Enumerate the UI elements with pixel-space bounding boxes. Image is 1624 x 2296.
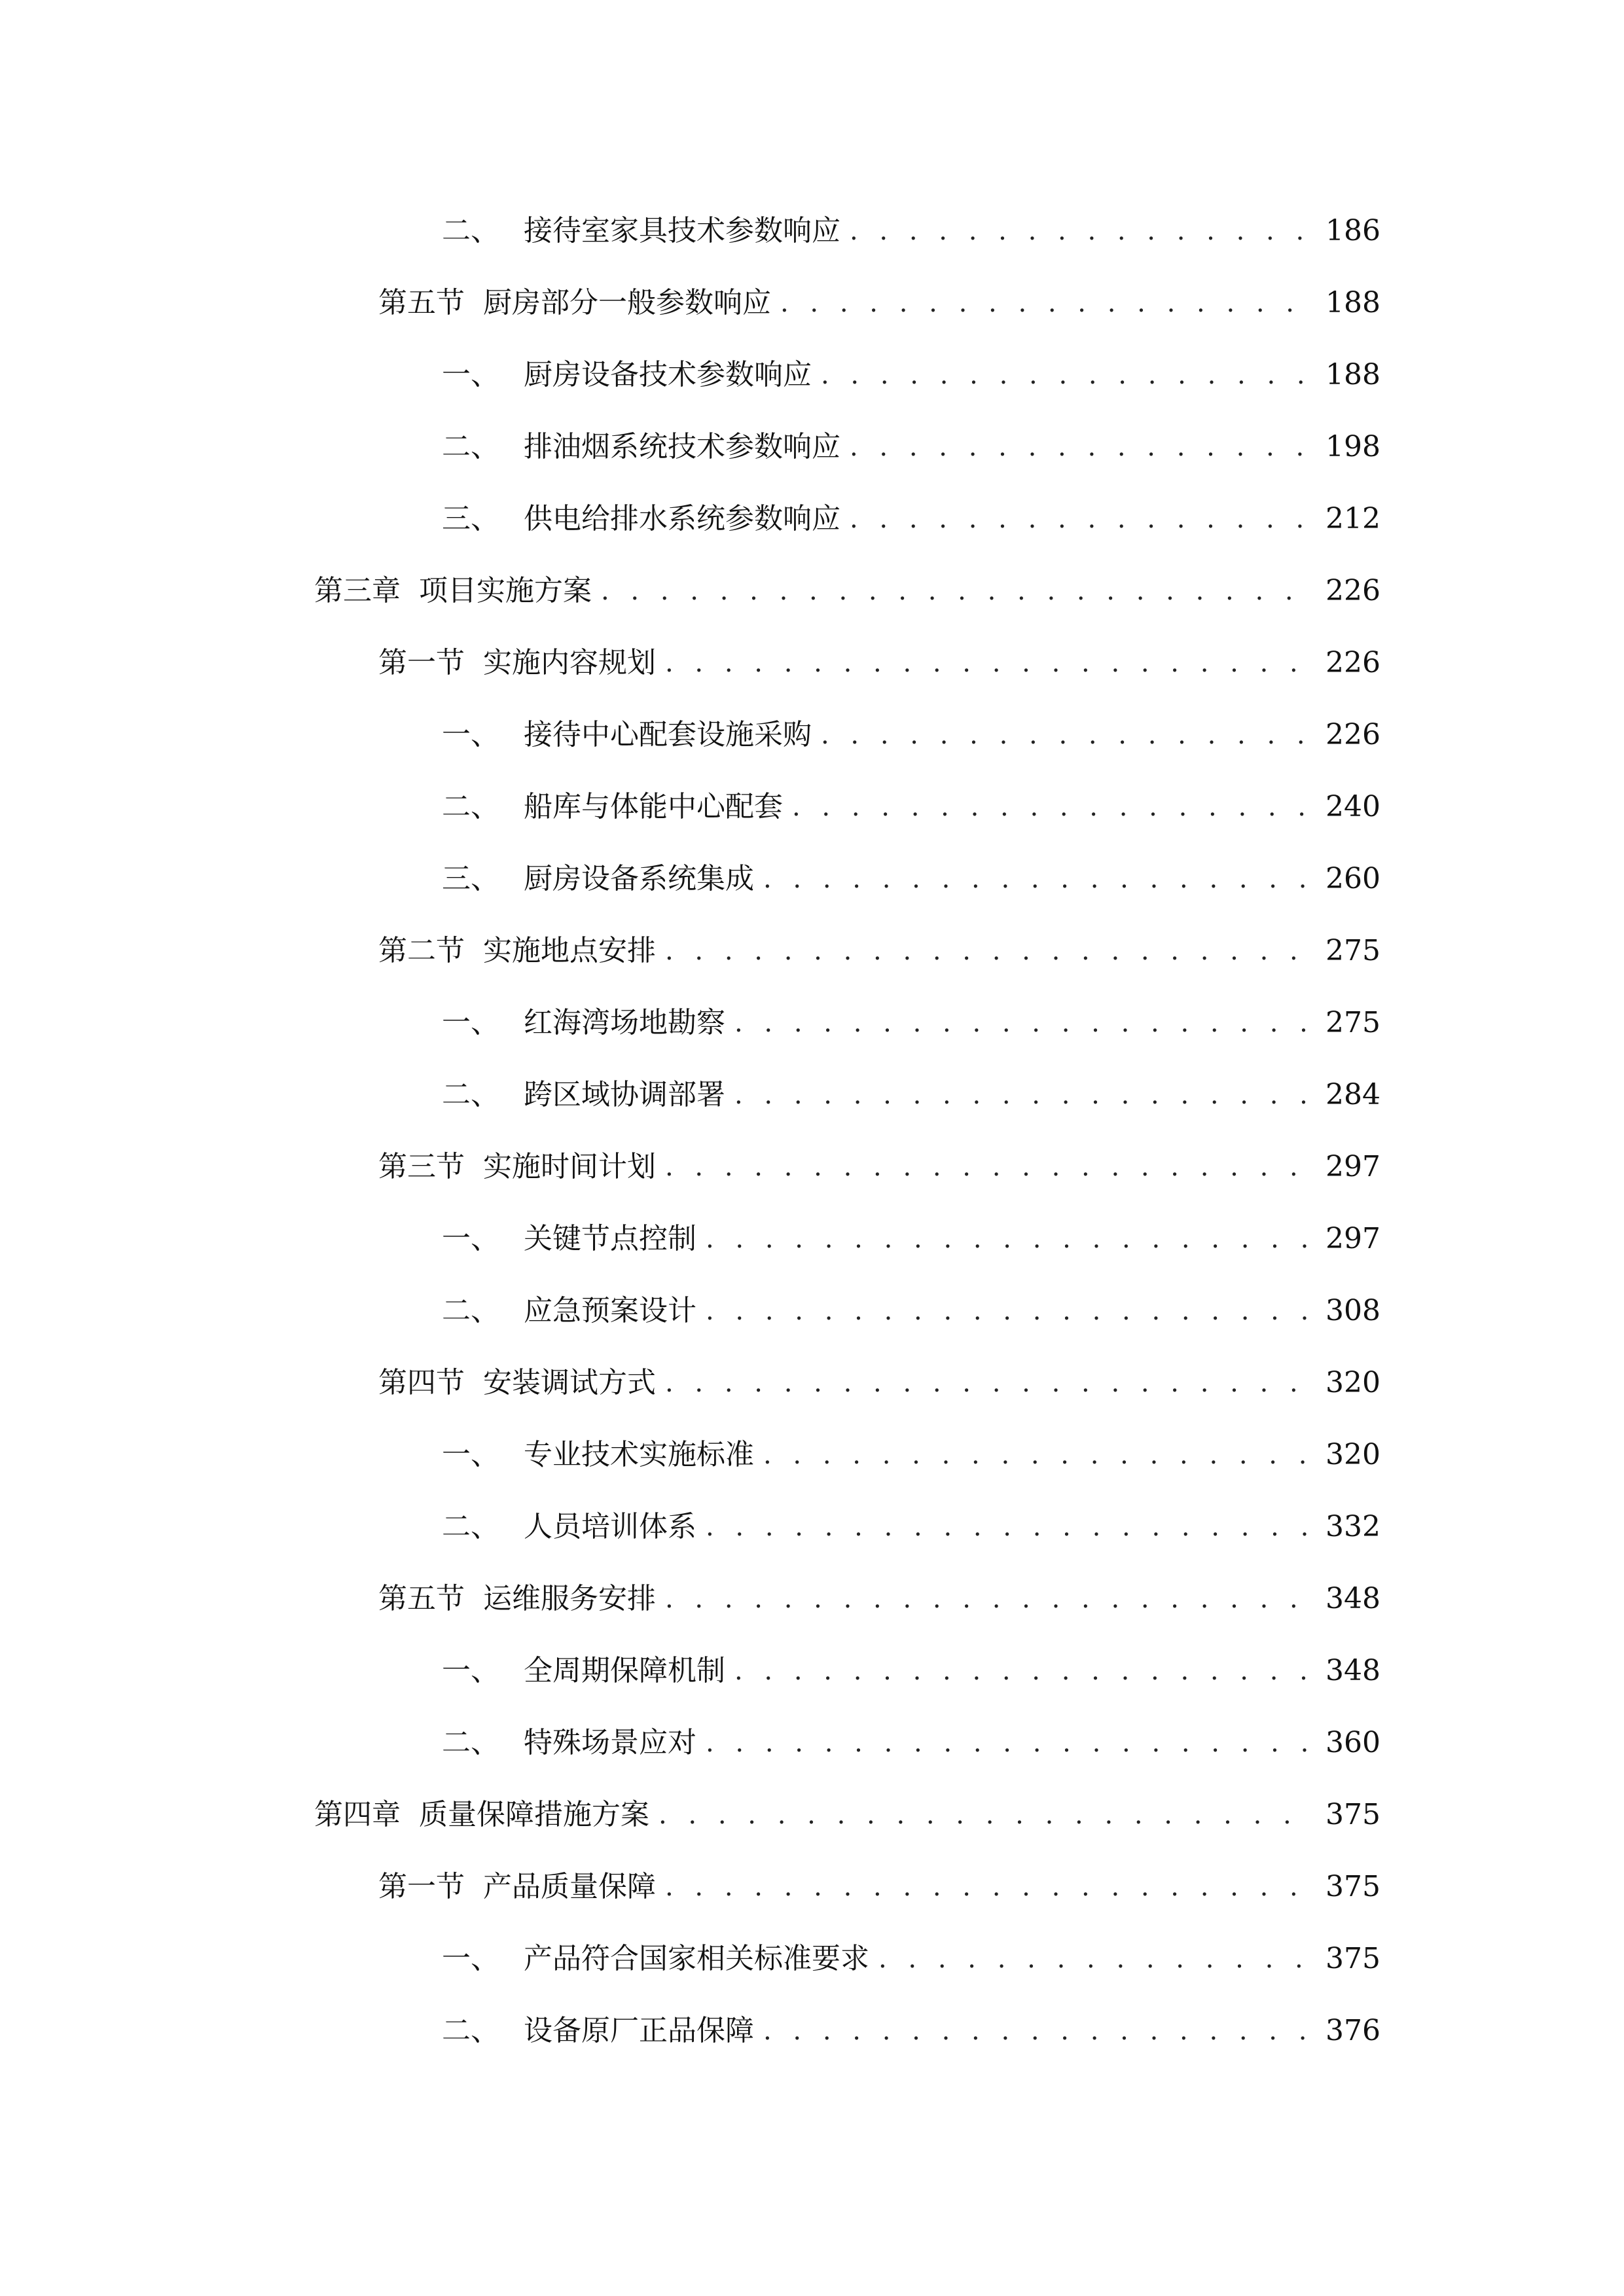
page-number: 212 — [1326, 502, 1380, 535]
entry-number: 第五节 — [378, 286, 465, 319]
dot-leader — [792, 794, 1309, 820]
entry-number: 第一节 — [378, 1870, 465, 1903]
page-number: 332 — [1326, 1510, 1380, 1543]
entry-number: 一、 — [442, 718, 499, 751]
page-number: 186 — [1326, 214, 1380, 247]
dot-leader — [665, 650, 1309, 676]
entry-title: 安装调试方式 — [483, 1366, 656, 1399]
dot-leader — [734, 1010, 1309, 1036]
toc-entry[interactable] — [0, 915, 1624, 987]
page-number: 275 — [1326, 934, 1380, 967]
entry-label — [378, 1366, 656, 1399]
page-number: 260 — [1326, 862, 1380, 895]
entry-label — [442, 1510, 696, 1543]
page-number: 226 — [1326, 574, 1380, 607]
toc-entry[interactable] — [0, 483, 1624, 555]
dot-leader — [878, 1946, 1309, 1972]
entry-number: 第三章 — [314, 574, 401, 607]
entry-label — [442, 1222, 696, 1255]
entry-title: 专业技术实施标准 — [524, 1438, 754, 1471]
entry-label — [442, 1294, 696, 1327]
toc-entry[interactable] — [0, 1131, 1624, 1203]
entry-title: 红海湾场地勘察 — [524, 1006, 725, 1039]
entry-number: 二、 — [442, 790, 499, 823]
toc-entry[interactable] — [0, 699, 1624, 771]
entry-title: 运维服务安排 — [483, 1582, 656, 1615]
entry-number: 二、 — [442, 1078, 499, 1111]
dot-leader — [850, 506, 1309, 532]
page-number: 348 — [1326, 1582, 1380, 1615]
page-number: 375 — [1326, 1942, 1380, 1975]
entry-label — [378, 934, 656, 967]
entry-label — [442, 214, 840, 247]
entry-title: 特殊场景应对 — [524, 1726, 696, 1759]
entry-label — [378, 286, 771, 319]
entry-title: 全周期保障机制 — [524, 1654, 725, 1687]
entry-label — [442, 1078, 725, 1111]
toc-entry[interactable] — [0, 555, 1624, 627]
entry-number: 一、 — [442, 358, 499, 391]
entry-label — [442, 358, 812, 391]
entry-label — [442, 2014, 754, 2047]
dot-leader — [665, 1370, 1309, 1396]
page-number: 297 — [1326, 1150, 1380, 1183]
toc-entry[interactable] — [0, 771, 1624, 843]
toc-entry[interactable] — [0, 987, 1624, 1059]
entry-label — [442, 1654, 725, 1687]
page-number: 375 — [1326, 1870, 1380, 1903]
entry-title: 实施时间计划 — [483, 1150, 656, 1183]
entry-number: 二、 — [442, 1510, 499, 1543]
entry-title: 人员培训体系 — [524, 1510, 696, 1543]
toc-entry[interactable] — [0, 1419, 1624, 1491]
dot-leader — [763, 866, 1309, 892]
page-number: 188 — [1326, 358, 1380, 391]
entry-label — [442, 1726, 696, 1759]
entry-number: 第二节 — [378, 934, 465, 967]
entry-label — [314, 574, 592, 607]
toc-entry[interactable] — [0, 1707, 1624, 1779]
dot-leader — [850, 434, 1309, 460]
entry-label — [378, 1150, 656, 1183]
entry-title: 排油烟系统技术参数响应 — [524, 430, 840, 463]
entry-title: 设备原厂正品保障 — [524, 2014, 754, 2047]
toc-entry[interactable] — [0, 1779, 1624, 1851]
table-of-contents — [0, 195, 1624, 2067]
dot-leader — [665, 938, 1309, 964]
dot-leader — [706, 1514, 1309, 1540]
entry-number: 一、 — [442, 1654, 499, 1687]
entry-title: 接待中心配套设施采购 — [524, 718, 812, 751]
entry-label — [378, 646, 656, 679]
entry-title: 供电给排水系统参数响应 — [524, 502, 840, 535]
dot-leader — [665, 1154, 1309, 1180]
entry-title: 接待室家具技术参数响应 — [524, 214, 840, 247]
dot-leader — [821, 362, 1309, 388]
dot-leader — [706, 1226, 1309, 1252]
page-number: 284 — [1326, 1078, 1380, 1111]
toc-entry[interactable] — [0, 1635, 1624, 1707]
dot-leader — [665, 1586, 1309, 1612]
entry-number: 第四章 — [314, 1798, 401, 1831]
entry-title: 质量保障措施方案 — [419, 1798, 649, 1831]
entry-title: 船库与体能中心配套 — [524, 790, 783, 823]
page-number: 348 — [1326, 1654, 1380, 1687]
toc-entry[interactable] — [0, 1851, 1624, 1923]
entry-label — [442, 430, 840, 463]
entry-label — [442, 502, 840, 535]
entry-number: 二、 — [442, 214, 499, 247]
dot-leader — [850, 218, 1309, 244]
page-number: 226 — [1326, 646, 1380, 679]
toc-entry[interactable] — [0, 411, 1624, 483]
entry-number: 第一节 — [378, 646, 465, 679]
dot-leader — [665, 1874, 1309, 1900]
page-number: 360 — [1326, 1726, 1380, 1759]
toc-entry[interactable] — [0, 1563, 1624, 1635]
entry-label — [442, 1942, 869, 1975]
entry-label — [442, 718, 812, 751]
page-number: 188 — [1326, 286, 1380, 319]
dot-leader — [734, 1082, 1309, 1108]
entry-title: 跨区域协调部署 — [524, 1078, 725, 1111]
page-number: 320 — [1326, 1366, 1380, 1399]
toc-entry[interactable] — [0, 843, 1624, 915]
entry-label — [442, 790, 783, 823]
entry-number: 一、 — [442, 1942, 499, 1975]
toc-entry[interactable] — [0, 627, 1624, 699]
entry-label — [378, 1582, 656, 1615]
dot-leader — [763, 1442, 1309, 1468]
page-number: 376 — [1326, 2014, 1380, 2047]
entry-number: 一、 — [442, 1438, 499, 1471]
entry-number: 三、 — [442, 862, 499, 895]
entry-title: 关键节点控制 — [524, 1222, 696, 1255]
entry-number: 二、 — [442, 1294, 499, 1327]
page-number: 308 — [1326, 1294, 1380, 1327]
toc-entry[interactable] — [0, 339, 1624, 411]
dot-leader — [763, 2018, 1309, 2044]
toc-entry[interactable] — [0, 1995, 1624, 2067]
toc-entry[interactable] — [0, 1491, 1624, 1563]
page-number: 226 — [1326, 718, 1380, 751]
entry-title: 厨房设备系统集成 — [524, 862, 754, 895]
entry-title: 实施地点安排 — [483, 934, 656, 967]
dot-leader — [821, 722, 1309, 748]
page-number: 297 — [1326, 1222, 1380, 1255]
entry-number: 三、 — [442, 502, 499, 535]
entry-label — [442, 1438, 754, 1471]
toc-entry[interactable] — [0, 195, 1624, 267]
toc-entry[interactable] — [0, 1923, 1624, 1995]
entry-label — [442, 1006, 725, 1039]
toc-entry[interactable] — [0, 1347, 1624, 1419]
dot-leader — [780, 290, 1309, 316]
entry-number: 第四节 — [378, 1366, 465, 1399]
entry-label — [442, 862, 754, 895]
page-number: 240 — [1326, 790, 1380, 823]
page-number: 320 — [1326, 1438, 1380, 1471]
page-number: 275 — [1326, 1006, 1380, 1039]
entry-number: 第五节 — [378, 1582, 465, 1615]
entry-number: 二、 — [442, 1726, 499, 1759]
entry-label — [378, 1870, 656, 1903]
dot-leader — [659, 1802, 1309, 1828]
entry-title: 产品符合国家相关标准要求 — [524, 1942, 869, 1975]
toc-entry[interactable] — [0, 267, 1624, 339]
entry-number: 二、 — [442, 430, 499, 463]
toc-entry[interactable] — [0, 1059, 1624, 1131]
toc-entry[interactable] — [0, 1275, 1624, 1347]
dot-leader — [734, 1658, 1309, 1684]
dot-leader — [706, 1730, 1309, 1756]
entry-title: 项目实施方案 — [419, 574, 592, 607]
dot-leader — [706, 1298, 1309, 1324]
toc-entry[interactable] — [0, 1203, 1624, 1275]
page-number: 198 — [1326, 430, 1380, 463]
dot-leader — [601, 578, 1309, 604]
entry-number: 二、 — [442, 2014, 499, 2047]
page-number: 375 — [1326, 1798, 1380, 1831]
entry-title: 产品质量保障 — [483, 1870, 656, 1903]
entry-title: 实施内容规划 — [483, 646, 656, 679]
entry-title: 厨房设备技术参数响应 — [524, 358, 812, 391]
entry-number: 第三节 — [378, 1150, 465, 1183]
entry-title: 应急预案设计 — [524, 1294, 696, 1327]
entry-number: 一、 — [442, 1222, 499, 1255]
entry-label — [314, 1798, 649, 1831]
entry-title: 厨房部分一般参数响应 — [483, 286, 771, 319]
entry-number: 一、 — [442, 1006, 499, 1039]
